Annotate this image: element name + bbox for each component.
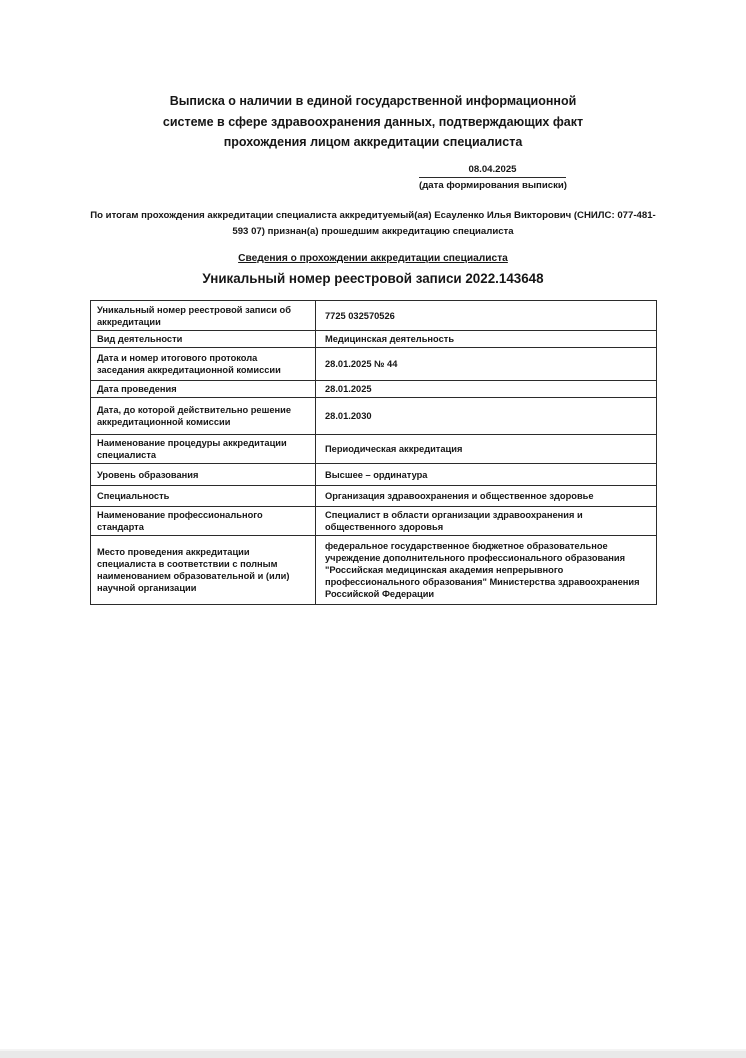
accreditation-details-table — [90, 300, 657, 605]
table-row — [91, 381, 657, 398]
section-heading: Сведения о прохождении аккредитации специалиста — [238, 253, 508, 264]
table-row — [91, 348, 657, 381]
row-label: Дата проведения — [91, 381, 316, 398]
accreditation-result-line: 593 07) признан(а) прошедшим аккредитацию специалиста — [232, 226, 514, 237]
viewer-bottom-bar — [0, 1049, 746, 1058]
document-title-line: прохождения лицом аккредитации специалиста — [223, 135, 523, 150]
row-label: Наименование профессионального стандарта — [91, 507, 316, 536]
row-label: Наименование процедуры аккредитации специалиста — [91, 435, 316, 464]
document-title-line: системе в сфере здравоохранения данных, подтверждающих факт — [162, 114, 584, 129]
row-label: Место проведения аккредитации специалиста в соответствии с полным наименованием образовательной и (или) научной организации — [91, 536, 316, 605]
document-title — [0, 91, 746, 153]
registry-number-heading: Уникальный номер реестровой записи 2022.143648 — [202, 271, 544, 286]
issue-date-caption: (дата формирования выписки) — [419, 177, 566, 192]
table-row — [91, 486, 657, 507]
table-row — [91, 398, 657, 435]
row-label: Дата и номер итогового протокола заседания аккредитационной комиссии — [91, 348, 316, 381]
row-value: 28.01.2030 — [316, 398, 657, 435]
row-value: Организация здравоохранения и общественное здоровье — [316, 486, 657, 507]
row-value: 28.01.2025 — [316, 381, 657, 398]
row-label: Уникальный номер реестровой записи об аккредитации — [91, 301, 316, 331]
issue-date-block — [419, 163, 566, 192]
table-row — [91, 507, 657, 536]
row-value: Специалист в области организации здравоохранения и общественного здоровья — [316, 507, 657, 536]
table-row — [91, 536, 657, 605]
row-value: Высшее – ординатура — [316, 464, 657, 486]
document-title-line: Выписка о наличии в единой государственной информационной — [169, 94, 577, 108]
row-label: Уровень образования — [91, 464, 316, 486]
row-label: Дата, до которой действительно решение аккредитационной комиссии — [91, 398, 316, 435]
issue-date: 08.04.2025 — [468, 164, 517, 175]
row-value: 28.01.2025 № 44 — [316, 348, 657, 381]
row-value: Медицинская деятельность — [316, 331, 657, 348]
row-value: Периодическая аккредитация — [316, 435, 657, 464]
table-row — [91, 435, 657, 464]
row-label: Специальность — [91, 486, 316, 507]
accreditation-result-text — [0, 208, 746, 240]
table-row — [91, 301, 657, 331]
table-row — [91, 331, 657, 348]
table-row — [91, 464, 657, 486]
row-label: Вид деятельности — [91, 331, 316, 348]
row-value: 7725 032570526 — [316, 301, 657, 331]
accreditation-result-line: По итогам прохождения аккредитации специалиста аккредитуемый(ая) Есауленко Илья Викторович (СНИЛС: 077-481- — [90, 210, 656, 221]
row-value: федеральное государственное бюджетное образовательное учреждение дополнительного профессионального образования "Российская медицинская академия непрерывного профессионального образования" Министерства здравоохранения Российской Федерации — [316, 536, 657, 605]
